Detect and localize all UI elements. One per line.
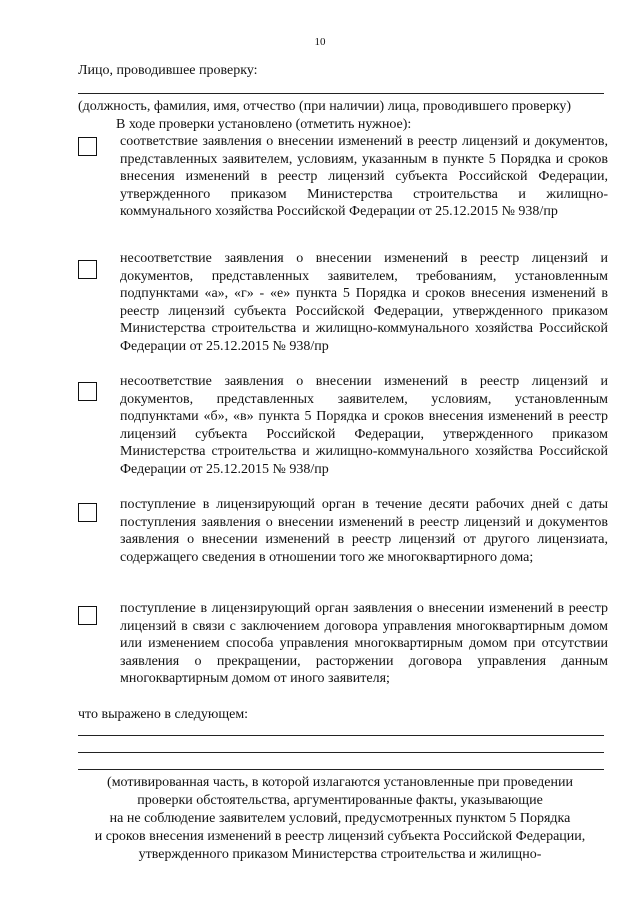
expressed-label: что выражено в следующем: xyxy=(78,707,249,722)
inspector-caption: (должность, фамилия, имя, отчество (при наличии) лица, проводившего проверку) xyxy=(78,99,572,114)
motivation-line-3 xyxy=(78,769,604,770)
option-text-5: поступление в лицензирующий орган заявления о внесении изменений в реестр лицензий в связи с заключением договора управления многоквартирным домом или изменением способа управления многоквартирным домом при отсутствии заявления о прекращении, расторжении договора управления данным многоквартирным домом от иного заявителя; xyxy=(120,601,608,686)
motivation-line-1 xyxy=(78,735,604,736)
option-checkbox-4[interactable] xyxy=(78,503,97,522)
option-text-4: поступление в лицензирующий орган в течение десяти рабочих дней с даты поступления заявления о внесении изменений в реестр лицензий и документов заявления о внесении изменений в реестр лицензий от другого лицензиата, содержащего сведения в отношении того же многоквартирного дома; xyxy=(120,497,608,565)
motivation-caption-line-3: на не соблюдение заявителем условий, предусмотренных пунктом 5 Порядка xyxy=(109,811,571,826)
option-text-2: несоответствие заявления о внесении изменений в реестр лицензий и документов, представленных заявителем, требованиям, установленным подпунктами «а», «г» - «е» пункта 5 Порядка и сроков внесения изменений в реестр лицензий субъекта Российской Федерации, утвержденного приказом Министерства строительства и жилищно-коммунального хозяйства Российской Федерации от 25.12.2015 № 938/пр xyxy=(120,251,608,354)
option-checkbox-1[interactable] xyxy=(78,137,97,156)
motivation-caption xyxy=(60,774,620,864)
option-text-1: соответствие заявления о внесении изменений в реестр лицензий и документов, представленных заявителем, условиям, указанным в пункте 5 Порядка и сроков внесения изменений в реестр лицензий субъекта Российской Федерации, утвержденного приказом Министерства строительства и жилищно-коммунального хозяйства Российской Федерации от 25.12.2015 № 938/пр xyxy=(120,134,608,219)
motivation-caption-line-4: и сроков внесения изменений в реестр лицензий субъекта Российской Федерации, xyxy=(94,829,586,844)
motivation-caption-line-2: проверки обстоятельства, аргументированные факты, указывающие xyxy=(137,793,543,808)
motivation-caption-line-1: (мотивированная часть, в которой излагаются установленные при проведении xyxy=(107,775,573,790)
option-checkbox-2[interactable] xyxy=(78,260,97,279)
motivation-line-2 xyxy=(78,752,604,753)
inspector-signature-line xyxy=(78,93,604,94)
option-text-3: несоответствие заявления о внесении изменений в реестр лицензий и документов, представленных заявителем, условиям, установленным подпунктами «б», «в» пункта 5 Порядка и сроков внесения изменений в реестр лицензий субъекта Российской Федерации, утвержденного приказом Министерства строительства и жилищно-коммунального хозяйства Российской Федерации от 25.12.2015 № 938/пр xyxy=(120,374,608,477)
option-checkbox-3[interactable] xyxy=(78,382,97,401)
option-checkbox-5[interactable] xyxy=(78,606,97,625)
page-number: 10 xyxy=(314,36,326,48)
motivation-caption-line-5: утвержденного приказом Министерства строительства и жилищно- xyxy=(138,847,542,862)
established-intro: В ходе проверки установлено (отметить нужное): xyxy=(116,117,412,132)
inspector-label: Лицо, проводившее проверку: xyxy=(78,63,258,78)
